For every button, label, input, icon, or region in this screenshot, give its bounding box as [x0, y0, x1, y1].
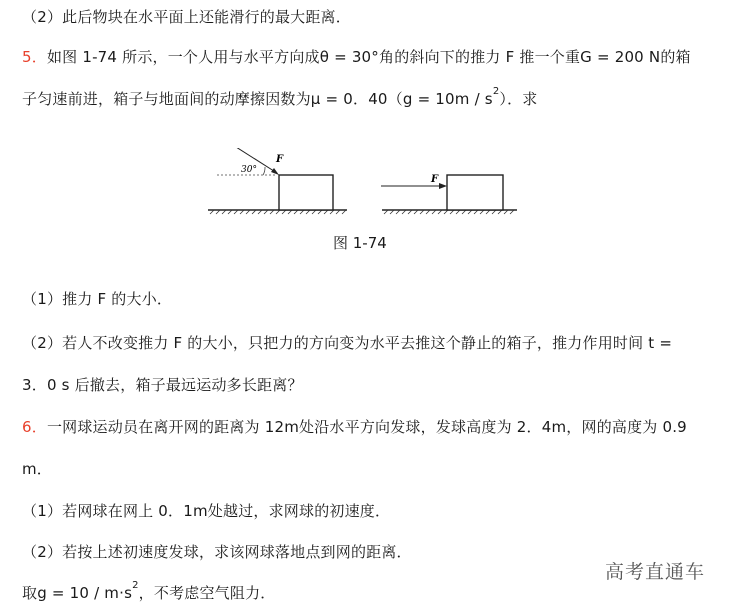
- q6-part1: （1）若网球在网上 0．1m处越过，求网球的初速度．: [22, 502, 391, 520]
- q6-part2: （2）若按上述初速度发球，求该网球落地点到网的距离．: [22, 543, 412, 561]
- q5-part2-line1: （2）若人不改变推力 F 的大小，只把力的方向变为水平去推这个静止的箱子，推力作用时间 t =: [22, 334, 673, 352]
- q6-note-sup: 2: [132, 580, 139, 591]
- q6-line2: m．: [22, 460, 53, 478]
- q5-line2: [22, 88, 537, 109]
- force-label-right: F: [431, 174, 439, 185]
- q6-line1: [22, 416, 687, 437]
- force-arrowhead-inclined: [271, 168, 279, 175]
- force-label-left: F: [276, 154, 284, 165]
- q5-part2-line2: 3．0 s 后撤去，箱子最远运动多长距离？: [22, 376, 303, 394]
- q5-number: 5．: [22, 48, 47, 66]
- figure-caption: 图 1-74: [333, 234, 387, 252]
- q5-part1: （1）推力 F 的大小．: [22, 290, 173, 308]
- q6-note: [22, 582, 275, 603]
- figure-1-74: [205, 148, 550, 218]
- force-arrowhead-horizontal: [439, 183, 447, 189]
- q5-text: 如图 1-74 所示，一个人用与水平方向成θ = 30°角的斜向下的推力 F 推一个重G = 200 N的箱: [46, 48, 691, 66]
- box-left: [279, 175, 333, 210]
- angle-arc: [263, 167, 265, 175]
- q6-note-end: ，不考虑空气阻力．: [138, 584, 276, 602]
- q5-line2-end: ）．求: [499, 90, 538, 108]
- q4-part2: （2）此后物块在水平面上还能滑行的最大距离．: [22, 8, 351, 26]
- q6-note-text: 取g = 10 / m·s: [22, 584, 133, 602]
- q6-number: 6．: [22, 418, 47, 436]
- q5-line1: [22, 46, 691, 67]
- q5-sup: 2: [492, 86, 500, 97]
- watermark: 高考直通车: [605, 561, 706, 583]
- angle-label: 30°: [241, 165, 257, 175]
- q6-text: 一网球运动员在离开网的距离为 12m处沿水平方向发球，发球高度为 2．4m，网的高度为 0.9: [46, 418, 687, 436]
- box-right: [447, 175, 503, 210]
- q5-line2-text: 子匀速前进，箱子与地面间的动摩擦因数为μ = 0．40（g = 10m / s: [22, 90, 493, 108]
